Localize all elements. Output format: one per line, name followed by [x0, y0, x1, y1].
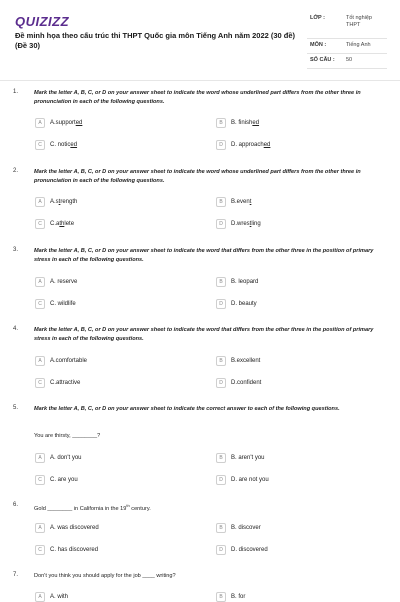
option-c[interactable]: C C.attractive: [35, 378, 80, 388]
option-c[interactable]: C C. noticed: [35, 140, 77, 150]
option-b[interactable]: B B.excellent: [216, 356, 260, 366]
option-d[interactable]: D D. are not you: [216, 475, 269, 485]
meta-row-subject: MÔN : Tiếng Anh: [307, 39, 387, 54]
question-text: Mark the letter A, B, C, or D on your answer sheet to indicate the word that differs from the other three in the position of primary stress in each of the following questions.: [34, 248, 374, 263]
question-number: 1.: [13, 89, 19, 95]
question-number: 2.: [13, 168, 19, 174]
header-divider: [0, 80, 400, 81]
option-b[interactable]: B B. aren't you: [216, 453, 265, 463]
option-c[interactable]: C C. are you: [35, 475, 78, 485]
question-number: 4.: [13, 326, 19, 332]
option-a[interactable]: A A. reserve: [35, 277, 77, 287]
option-d[interactable]: D D. discovered: [216, 545, 268, 555]
meta-row-grade: LỚP : Tốt nghiệp THPT: [307, 12, 387, 39]
option-a[interactable]: A A.strength: [35, 197, 77, 207]
option-d[interactable]: D D.confident: [216, 378, 261, 388]
question-text: Mark the letter A, B, C, or D on your answer sheet to indicate the correct answer to each of the following questions.: [34, 406, 340, 412]
option-b[interactable]: B B.event: [216, 197, 251, 207]
option-d[interactable]: D D. approached: [216, 140, 270, 150]
option-a[interactable]: A A.comfortable: [35, 356, 87, 366]
option-a[interactable]: A A. with: [35, 592, 68, 602]
option-a[interactable]: A A.supported: [35, 118, 82, 128]
question-number: 5.: [13, 405, 19, 411]
option-c[interactable]: C C.athlete: [35, 219, 74, 229]
option-d[interactable]: D D.wrestling: [216, 219, 261, 229]
option-b[interactable]: B B. for: [216, 592, 245, 602]
option-c[interactable]: C C. wildlife: [35, 299, 76, 309]
meta-row-count: SỐ CÂU : 50: [307, 54, 387, 69]
option-c[interactable]: C C. has discovered: [35, 545, 98, 555]
question-text: Don't you think you should apply for the job ____ writing?: [34, 573, 176, 579]
worksheet-title: Đề minh họa theo cấu trúc thi THPT Quốc gia môn Tiếng Anh năm 2022 (30 đề) (Đề 30): [15, 31, 296, 50]
question-text: Mark the letter A, B, C, or D on your answer sheet to indicate the word whose underlined part differs from the other three in pronunciation in each of the following questions.: [34, 90, 361, 105]
worksheet-header: [0, 0, 400, 78]
question-text: Gold ________ in California in the 19th century.: [34, 503, 151, 512]
question-text: Mark the letter A, B, C, or D on your answer sheet to indicate the word that differs from the other three in the position of primary stress in each of the following questions.: [34, 327, 374, 342]
option-b[interactable]: B B. discover: [216, 523, 261, 533]
option-b[interactable]: B B. finished: [216, 118, 259, 128]
option-d[interactable]: D D. beauty: [216, 299, 257, 309]
meta-table: [307, 12, 387, 69]
quizizz-logo: QUIZIZZ: [15, 14, 70, 29]
option-b[interactable]: B B. leopard: [216, 277, 258, 287]
question-number: 3.: [13, 247, 19, 253]
question-number: 6.: [13, 502, 19, 508]
option-a[interactable]: A A. was discovered: [35, 523, 99, 533]
question-text: Mark the letter A, B, C, or D on your answer sheet to indicate the word whose underlined part differs from the other three in pronunciation in each of the following questions.: [34, 169, 361, 184]
question-number: 7.: [13, 572, 19, 578]
option-a[interactable]: A A. don't you: [35, 453, 82, 463]
question-prompt: You are thirsty, ________?: [34, 433, 101, 439]
